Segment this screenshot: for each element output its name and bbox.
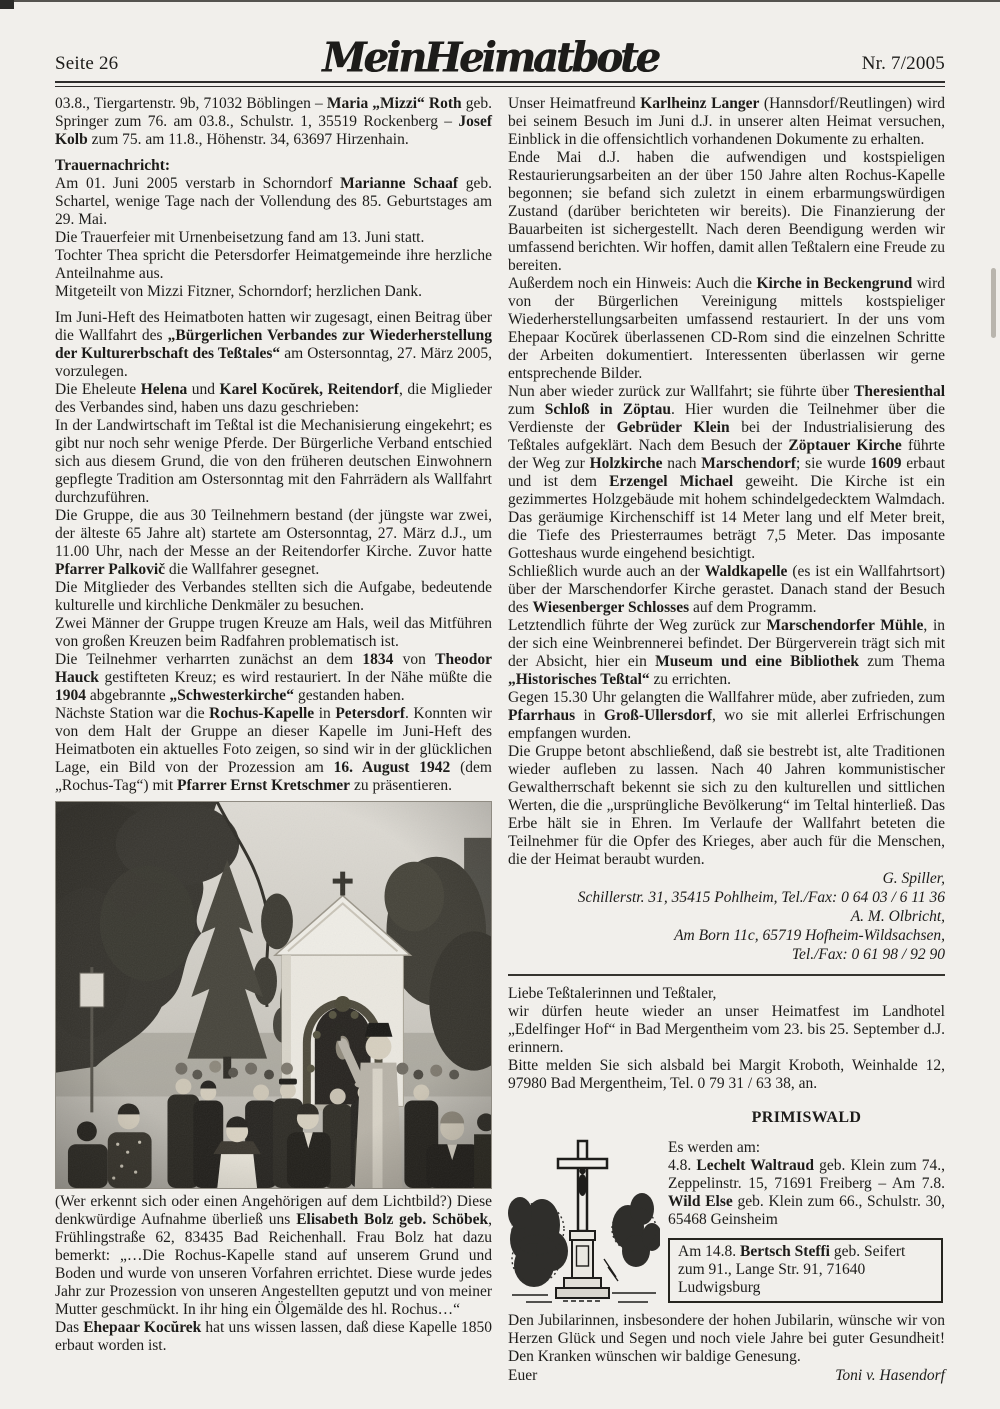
closing-label: Euer — [508, 1367, 538, 1384]
obituary-heading: Trauernachricht: — [55, 157, 171, 174]
primiswald-intro: Es werden am: — [668, 1139, 761, 1156]
boxed-birthday-entry: Am 14.8. Bertsch Steffi geb. Seifert zum 91., Lange Str. 91, 71640 Ludwigsburg — [678, 1243, 906, 1296]
photo-caption: (Wer erkennt sich oder einen Angehörigen auf dem Lichtbild?) Diese denkwürdige Aufnahme überließ uns Elisabeth Bolz geb. Schöbek, Frühlingstraße 62, 83435 Bad Reichenhall. Frau Bolz hat dazu bemerkt: „…Die Rochus-Kapelle stand auf unserem Grund und Boden und wurde von unseren Vorfahren errichtet. Diese wurde jedes Jahr zur Prozession von unseren Angestellten geputzt und von meiner Mutter geschmückt. In ihr hing ein Ölgemälde des hl. Rochus…“ — [55, 1193, 492, 1318]
tradition-paragraph: Die Gruppe betont abschließend, daß sie bestrebt ist, alte Traditionen wieder aufleben zu lassen. Nach 40 Jahren kommunistischer Gewaltherrschaft bekennt sie sich zu den kulturellen und sittlichen Werten, die die „ursprüngliche Bevölkerung“ im Teltal hinterließ. Das Erbe hält sie in Ehren. Im Verlaufe der Wallfahrt beteten die Teilnehmer für die Opfer des Krieges, aber auch für die Menschen, die der Heimat beraubt wurden. — [508, 743, 945, 868]
wallfahrt-paragraph: Die Gruppe, die aus 30 Teilnehmern bestand (der jüngste war zwei, der älteste 65 Jahre alt) startete am Ostersonntag, 27. März d.J., um 11.00 Uhr, nach der Messe an der Reitendorfer Kirche. Zuvor hatte Pfarrer Palkovič die Wallfahrer gesegnet. — [55, 507, 492, 578]
heimatfest-salutation: Liebe Teßtalerinnen und Teßtaler, — [508, 985, 717, 1002]
article-columns — [55, 95, 945, 1385]
primiswald-heading: PRIMISWALD — [751, 1109, 862, 1126]
waldkapelle-paragraph: Schließlich wurde auch an der Waldkapelle (es ist ein Wallfahrtsort) über der Marschendorfer Kirche gerastet. Danach stand der Besuch des Wiesenberger Schlosses auf dem Programm. — [508, 563, 945, 616]
left-column — [55, 95, 492, 1385]
kapelle-note-paragraph: Das Ehepaar Kocŭrek hat uns wissen lassen, daß diese Kapelle 1850 erbaut worden ist. — [55, 1319, 492, 1354]
signature-line: G. Spiller, — [882, 870, 945, 887]
signature-line: Schillerstr. 31, 35415 Pohlheim, Tel./Fax: 0 64 03 / 6 11 36 — [577, 889, 945, 906]
right-column — [508, 95, 945, 1385]
issue-number: Nr. 7/2005 — [861, 53, 945, 74]
wallfahrt-paragraph: Die Teilnehmer verharrten zunächst an dem 1834 von Theodor Hauck gestifteten Kreuz; es wird restauriert. In der Nähe müßte die 1904 abgebrannte „Schwesterkirche“ gestanden haben. — [55, 651, 492, 704]
obituary-paragraph: Tochter Thea spricht die Petersdorfer Heimatgemeinde ihre herzliche Anteilnahme aus. — [55, 247, 492, 282]
page-header — [55, 33, 945, 82]
wayside-cross-illustration — [508, 1109, 660, 1307]
beckengrund-paragraph: Außerdem noch ein Hinweis: Auch die Kirche in Beckengrund wird von der Bürgerlichen Vereinigung mittels kostspieliger Wiederherstellungsarbeiten umfassend restauriert. In der uns vom Ehepaar Kocŭrek überlassenen CD-Rom sind die einzelnen Schritte der Arbeiten dokumentiert. Interessenten überlassen wir gerne entsprechende Bilder. — [508, 275, 946, 382]
restaurierung-paragraph: Ende Mai d.J. haben die aufwendigen und kostspieligen Restaurierungsarbeiten an der über 150 Jahre alten Rochus-Kapelle begonnen; sie befand sich zuletzt in einem erbarmungswürdigen Zustand (darüber berichteten wir bereits). Die Finanzierung der Bauarbeiten ist sichergestellt. Nach deren Beendigung werden wir umfassend berichten. Wir hoffen, damit allen Teßtalern eine Freude zu bereiten. — [508, 149, 945, 274]
wallfahrt-paragraph: Im Juni-Heft des Heimatboten hatten wir zugesagt, einen Beitrag über die Wallfahrt des „Bürgerlichen Verbandes zur Wiederherstellung der Kulturerbschaft des Teßtales“ am Ostersonntag, 27. März 2005, vorzulegen. — [55, 309, 493, 380]
scan-corner-artifact — [0, 0, 14, 9]
closing-signature: Toni v. Hasendorf — [835, 1367, 945, 1384]
wallfahrt-paragraph: In der Landwirtschaft im Teßtal ist die Mechanisierung eingekehrt; es gibt nur noch sehr wenige Pferde. Der Bürgerliche Verband entschied sich aus diesem Grund, die von den früheren deutschen Einwohnern gepflegte Tradition am Ostersonntag mit den Fahrrädern als Wallfahrt durchzuführen. — [55, 417, 492, 506]
wallfahrt-paragraph: Die Eheleute Helena und Karel Kocŭrek, Reitendorf, die Miglieder des Verbandes sind, haben uns dazu geschrieben: — [55, 381, 492, 416]
muehle-paragraph: Letztendlich führte der Weg zurück zur Marschendorfer Mühle, in der sich eine Weinbrennerei befindet. Der Bürgerverein trägt sich mit der Absicht, hier ein Museum und eine Bibliothek zum Thema „Historisches Teßtal“ zu errichten. — [508, 617, 946, 688]
langer-paragraph: Unser Heimatfreund Karlheinz Langer (Hannsdorf/Reutlingen) wird bei seinem Besuch im Juni d.J. in unserer alten Heimat versuchen, Einblick in die offensichtlich vorhandenen Dokumente zu erhalten. — [508, 95, 945, 148]
page-number: Seite 26 — [55, 53, 119, 74]
birthday-runover-paragraph: 03.8., Tiergartenstr. 9b, 71032 Böblingen – Maria „Mizzi“ Roth geb. Springer zum 76. am 03.8., Schulstr. 1, 35519 Rockenberg – Josef Kolb zum 75. am 11.8., Höhenstr. 34, 63697 Hirzenhain. — [55, 95, 492, 148]
wallfahrt-route-paragraph: Nun aber wieder zurück zur Wallfahrt; sie führte über Theresienthal zum Schloß in Zöptau. Hier wurden die Teilnehmer über die Verdienste der Gebrüder Klein bei der Industrialisierung des Teßtales aufgeklärt. Nach dem Besuch der Zöptauer Kirche führte der Weg zur Holzkirche nach Marschendorf; sie wurde 1609 erbaut und ist dem Erzengel Michael geweiht. Die Kirche ist ein gezimmertes Holzgebäude mit hohem schindelgedecktem Walmdach. Das geräumige Kirchenschiff ist 14 Meter lang und elf Meter breit, die Tiefe des Priesterraumes beträgt 7,5 Meter. Das imposante Gotteshaus wurde eingehend besichtigt. — [508, 383, 946, 562]
highlighted-birthday-box — [668, 1238, 943, 1303]
wallfahrt-paragraph: Die Mitglieder des Verbandes stellten sich die Aufgabe, bedeutende kulturelle und kirchliche Denkmäler zu besuchen. — [55, 579, 492, 614]
obituary-paragraph: Mitgeteilt von Mizzi Fitzner, Schorndorf; herzlichen Dank. — [55, 283, 422, 300]
wallfahrt-paragraph: Zwei Männer der Gruppe trugen Kreuze am Hals, weil das Mitführen von großen Kreuzen beim Radfahren problematisch ist. — [55, 615, 492, 650]
wallfahrt-paragraph: Nächste Station war die Rochus-Kapelle in Petersdorf. Konnten wir von dem Halt der Gruppe an dieser Kapelle im Juni-Heft des Heimatboten ein aktuelles Foto zeigen, so sind wir in der glücklichen Lage, ein Bild von der Prozession am 16. August 1942 (dem „Rochus-Tag“) mit Pfarrer Ernst Kretschmer zu präsentieren. — [55, 705, 493, 794]
pfarrhaus-paragraph: Gegen 15.30 Uhr gelangten die Wallfahrer müde, aber zufrieden, zum Pfarrhaus in Groß-Ullersdorf, wo sie mit allerlei Erfrischungen empfangen wurden. — [508, 689, 945, 742]
procession-photo — [55, 801, 492, 1189]
obituary-paragraph: Die Trauerfeier mit Urnenbeisetzung fand am 13. Juni statt. — [55, 229, 425, 246]
scan-smudge-artifact — [991, 268, 996, 338]
heimatfest-paragraph: Bitte melden Sie sich alsbald bei Margit Kroboth, Weinhalde 12, 97980 Bad Mergentheim, Tel. 0 79 31 / 63 38, an. — [508, 1057, 945, 1092]
closing-signature-row — [508, 1366, 945, 1385]
scan-edge-artifact — [0, 0, 1000, 2]
signature-line: A. M. Olbricht, — [850, 908, 945, 925]
primiswald-section — [508, 1109, 945, 1385]
jubilar-wishes-paragraph: Den Jubilarinnen, insbesondere der hohen Jubilarin, wünsche wir von Herzen Glück und Segen und noch viele Jahre bei guter Gesundheit! Den Kranken wünschen wir baldige Genesung. — [508, 1312, 945, 1365]
signature-line: Tel./Fax: 0 61 98 / 92 90 — [791, 946, 945, 963]
masthead-logo: MeinHeimatbote — [322, 33, 658, 82]
section-divider — [508, 974, 945, 976]
obituary-paragraph: Am 01. Juni 2005 verstarb in Schorndorf Marianne Schaaf geb. Schartel, wenige Tage nach der Vollendung des 85. Geburtstages am 29. Mai. — [55, 175, 492, 228]
signature-line: Am Born 11c, 65719 Hofheim-Wildsachsen, — [674, 927, 945, 944]
heimatfest-paragraph: wir dürfen heute wieder an unser Heimatfest im Landhotel „Edelfinger Hof“ in Bad Mergentheim vom 23. bis 25. September d.J. erinnern. — [508, 1003, 945, 1056]
header-rule — [55, 81, 945, 87]
primiswald-birthdays: 4.8. Lechelt Waltraud geb. Klein zum 74., Zeppelinstr. 15, 71691 Freiberg – Am 7.8. Wild Else geb. Klein zum 66., Schulstr. 30, 65468 Geinsheim — [668, 1157, 945, 1228]
